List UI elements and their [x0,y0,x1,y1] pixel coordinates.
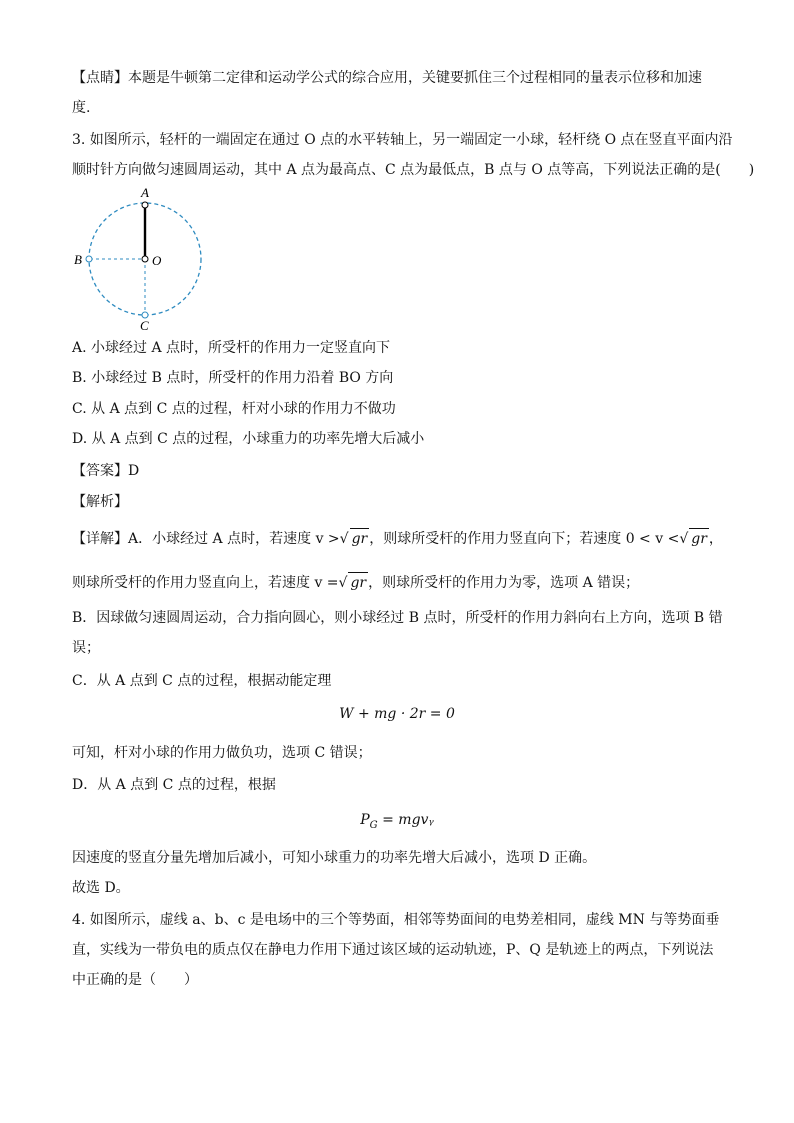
q4-stem-line-3: 中正确的是（ ） [72,972,198,988]
detail-a1-pre: 【详解】A．小球经过 A 点时，若速度 v > [72,531,340,547]
label-c: C [140,318,149,333]
ball-at-a [142,202,148,208]
detail-b-line-1: B．因球做匀速圆周运动，合力指向圆心，则小球经过 B 点时，所受杆的作用力斜向右上方向，选项 B 错 [72,610,723,626]
detail-a-line-1: 【详解】A．小球经过 A 点时，若速度 v >√ gr ，则球所受杆的作用力竖直向下；若速度 0 < v <√ gr ， [72,528,723,549]
power-symbol: P [360,812,370,828]
detail-d-equation [0,810,794,836]
q4-stem-line-1: 4. 如图所示，虚线 a、b、c 是电场中的三个等势面，相邻等势面间的电势差相同，虚线 MN 与等势面垂 [72,912,720,928]
note-line-2: 度. [72,100,91,116]
detail-c-equation: W + mg · 2r = 0 [339,706,455,722]
power-subscript: G [369,819,378,831]
detail-d-line-2: 因速度的竖直分量先增加后减小，可知小球重力的功率先增大后减小，选项 D 正确。 [72,850,597,866]
detail-a-line-2: 则球所受杆的作用力竖直向上，若速度 v =√ gr ，则球所受杆的作用力为零，选项 A 错误； [72,572,639,593]
q3-option-a: A. 小球经过 A 点时，所受杆的作用力一定竖直向下 [72,340,391,356]
sqrt-gr-1: gr [350,528,370,549]
detail-d-line-1: D．从 A 点到 C 点的过程，根据 [72,777,276,793]
sqrt-gr-3: gr [348,572,368,593]
detail-c-line-2: 可知，杆对小球的作用力做负功，选项 C 错误； [72,745,372,761]
q3-stem-line-2: 顺时针方向做匀速圆周运动，其中 A 点为最高点、C 点为最低点，B 点与 O 点等高，下列说法正确的是( ) [72,162,755,178]
q3-answer: 【答案】D [72,463,140,479]
point-b-marker [86,256,92,262]
q4-stem-line-2: 直，实线为一带负电的质点仅在静电力作用下通过该区域的运动轨迹，P、Q 是轨迹上的两点，下列说法 [72,942,714,958]
q3-option-b: B. 小球经过 B 点时，所受杆的作用力沿着 BO 方向 [72,370,394,386]
label-b: B [74,252,82,267]
q3-stem-line-1: 3. 如图所示，轻杆的一端固定在通过 O 点的水平转轴上，另一端固定一小球，轻杆绕 O 点在竖直平面内沿 [72,132,733,148]
power-equation-rest: = mgvᵧ [377,812,434,828]
note-line-1: 【点睛】本题是牛顿第二定律和运动学公式的综合应用，关键要抓住三个过程相同的量表示位移和加速 [72,70,702,86]
detail-a2-pre: 则球所受杆的作用力竖直向上，若速度 v = [72,575,339,591]
detail-a1-end: ， [708,531,723,547]
label-o: O [152,253,162,268]
q3-option-c: C. 从 A 点到 C 点的过程，杆对小球的作用力不做功 [72,401,396,417]
q3-option-d: D. 从 A 点到 C 点的过程，小球重力的功率先增大后减小 [72,431,425,447]
sqrt-gr-2: gr [689,528,709,549]
q3-analysis-label: 【解析】 [72,494,128,510]
detail-conclusion: 故选 D。 [72,880,130,896]
detail-a1-mid: ，则球所受杆的作用力竖直向下；若速度 0 < v < [369,531,680,547]
detail-c-line-1: C．从 A 点到 C 点的过程，根据动能定理 [72,673,332,689]
q3-circle-figure [70,184,210,334]
pivot-o [142,256,148,262]
label-a: A [141,185,149,200]
detail-b-line-2: 误； [72,640,100,656]
detail-a2-post: ，则球所受杆的作用力为零，选项 A 错误； [368,575,640,591]
